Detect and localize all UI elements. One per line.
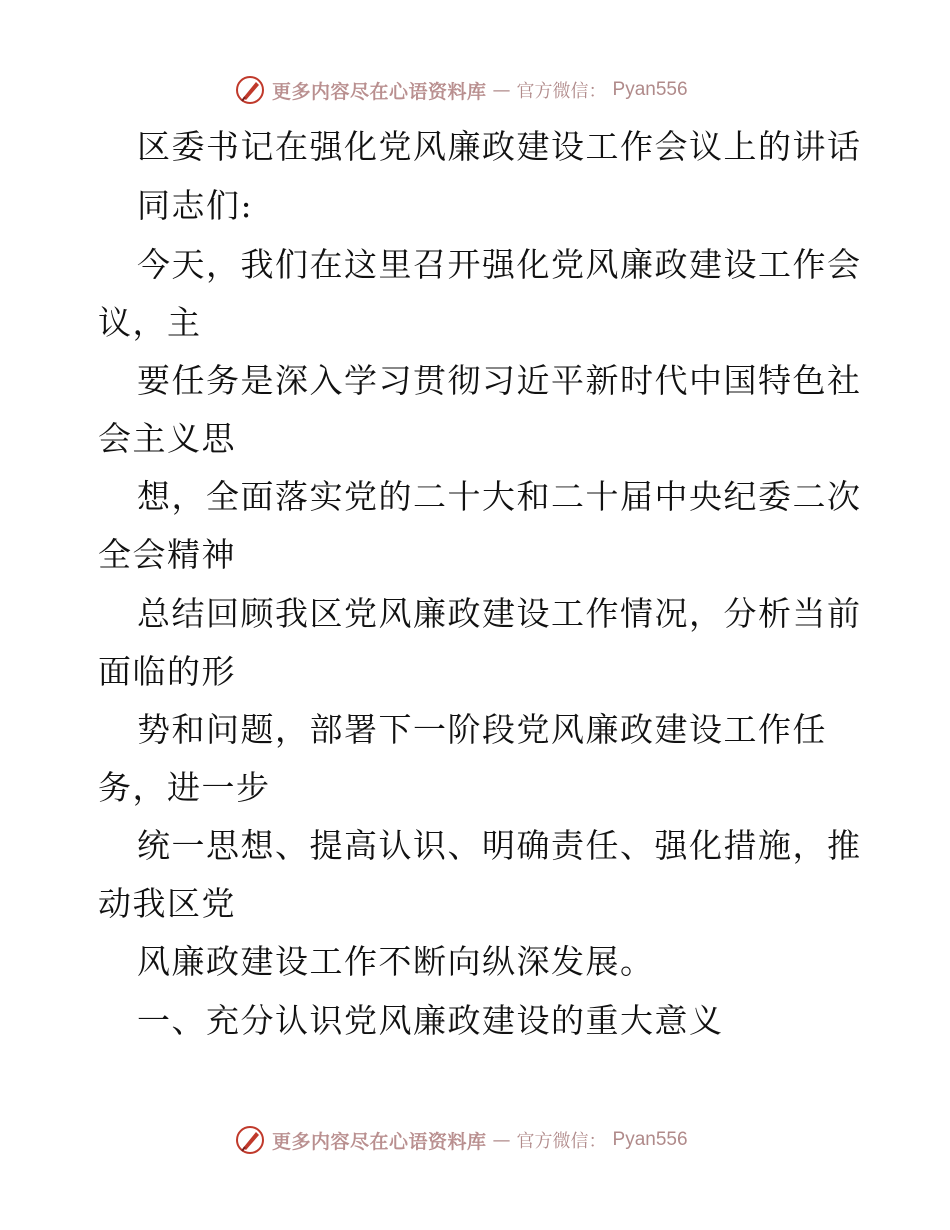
watermark-header: [234, 72, 688, 108]
document-title: 区委书记在强化党风廉政建设工作会议上的讲话: [137, 127, 862, 166]
paragraph-line: 动我区党: [98, 884, 236, 923]
paragraph-line: 全会精神: [98, 535, 236, 574]
paragraph-line: 势和问题，部署下一阶段党风廉政建设工作任: [137, 710, 827, 749]
paragraph-line: 要任务是深入学习贯彻习近平新时代中国特色社: [137, 361, 862, 400]
watermark-dash: —: [492, 79, 511, 101]
paragraph-line: 今天，我们在这里召开强化党风廉政建设工作会: [137, 245, 862, 284]
paragraph-line: 总结回顾我区党风廉政建设工作情况，分析当前: [137, 594, 862, 633]
watermark-wechat-id: Pyan556: [612, 1129, 688, 1150]
watermark-official-label: 官方微信：: [516, 1131, 607, 1152]
watermark-wechat-id: Pyan556: [612, 79, 688, 100]
salutation: 同志们:: [137, 186, 254, 225]
section-heading: 一、充分认识党风廉政建设的重大意义: [137, 1001, 724, 1040]
quill-pen-logo-icon: [234, 74, 266, 106]
paragraph-line: 务，进一步: [98, 768, 271, 807]
paragraph-line: 议，主: [98, 303, 202, 342]
paragraph-line: 面临的形: [98, 652, 236, 691]
paragraph-line: 风廉政建设工作不断向纵深发展。: [137, 942, 655, 981]
quill-pen-logo-icon: [234, 1124, 266, 1156]
watermark-text: 更多内容尽在心语资料库: [272, 1130, 487, 1153]
watermark-dash: —: [492, 1129, 511, 1151]
watermark-footer: [234, 1122, 688, 1158]
paragraph-line: 统一思想、提高认识、明确责任、强化措施，推: [137, 826, 862, 865]
watermark-text: 更多内容尽在心语资料库: [272, 80, 487, 103]
paragraph-line: 想，全面落实党的二十大和二十届中央纪委二次: [137, 477, 862, 516]
watermark-official-label: 官方微信：: [516, 81, 607, 102]
paragraph-line: 会主义思: [98, 419, 236, 458]
